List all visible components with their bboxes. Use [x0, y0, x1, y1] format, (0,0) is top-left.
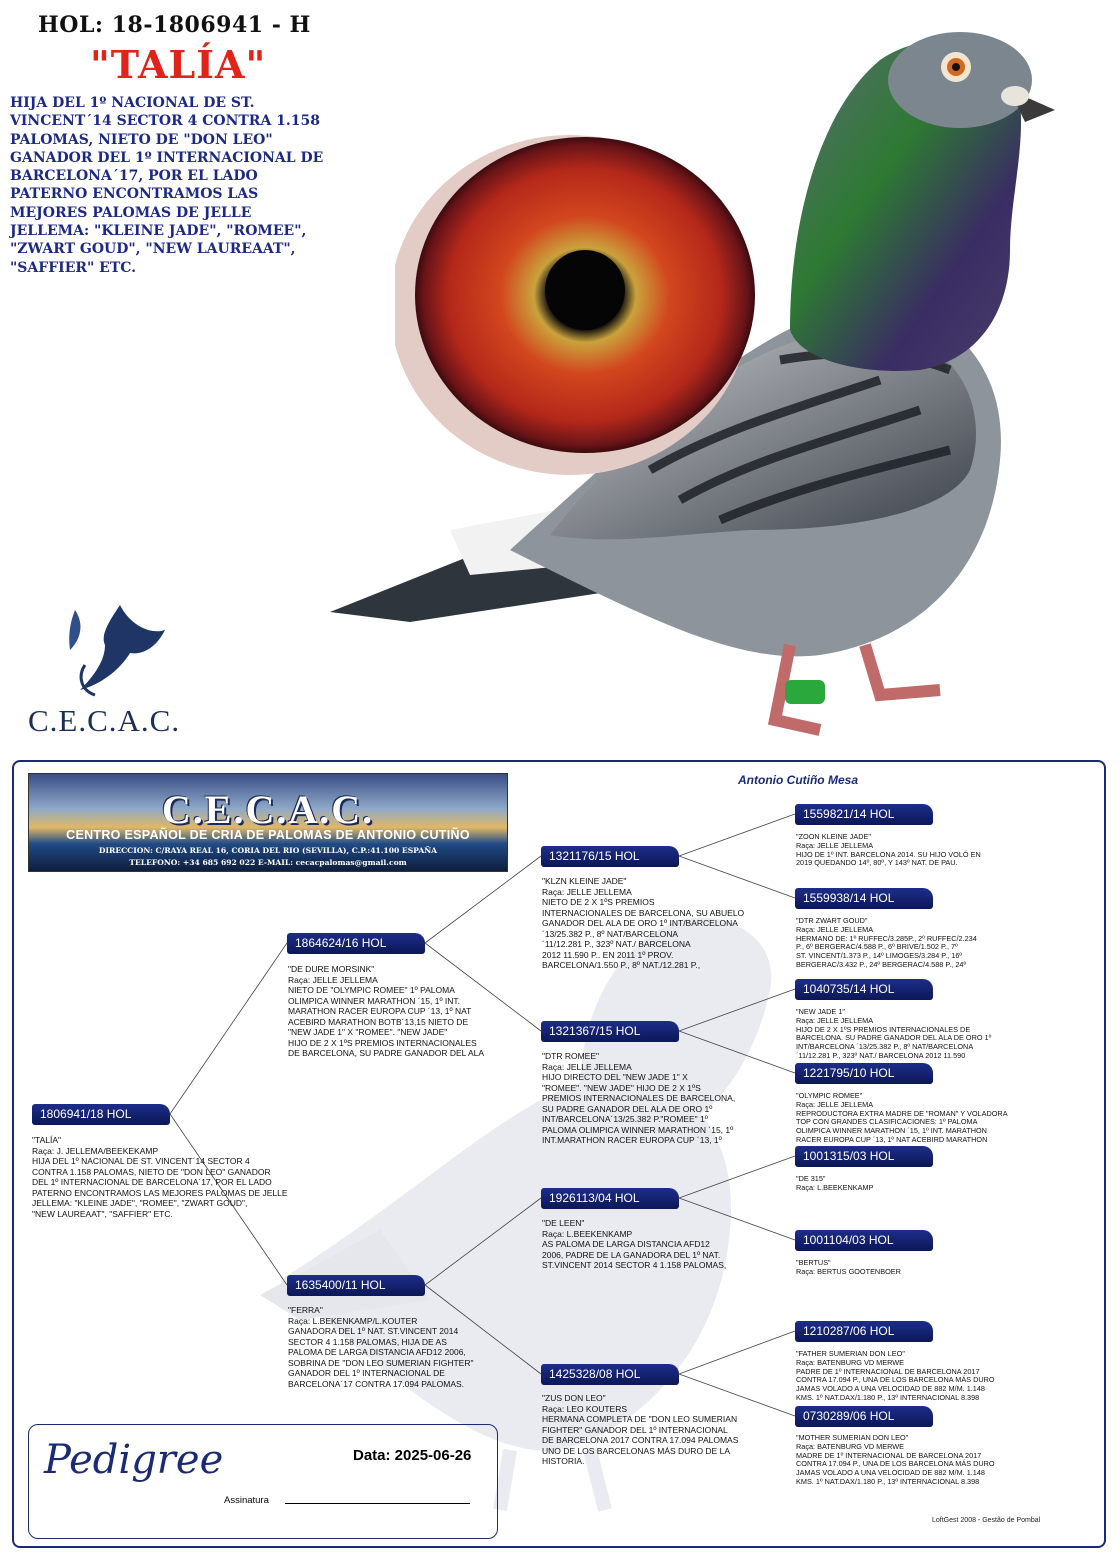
grandparent-info: "KLZN KLEINE JADE" Raça: JELLE JELLEMA NIETO DE 2 X 1ºS PREMIOS INTERNACIONALES DE BARCELONA, SU ABUELO GANADOR DEL ALA DE ORO 1º INT/BARCELONA ´13/25.382 P., 8º NAT/BARCELONA ´11/12.281 P., 323º NAT./ BARCELONA 2012 11.590 P.. EN 2011 1º PROV. BARCELONA/1.550 P., 8º NAT./12.281 P., — [542, 876, 745, 970]
grandparent-ring-tag[interactable]: 1321176/15 HOL — [541, 846, 679, 867]
great-grandparent-info: "ZOON KLEINE JADE" Raça: JELLE JELLEMA HIJO DE 1º INT. BARCELONA 2014. SU HIJO VOLÓ EN 2019 QUEDANDO 14º, 80º, Y 143º NAT. DE PAU. — [796, 832, 981, 868]
leg-ring — [785, 680, 825, 704]
great-grandparent-info: "OLYMPIC ROMEE" Raça: JELLE JELLEMA REPRODUCTORA EXTRA MADRE DE "ROMAN" Y VOLADORA TOP CON GRANDES CLASIFICACIONES: 1º PALOMA OLIMPICA WINNER MARATHON ´15, 1º INT. MARATHON RACER EUROPA CUP ´13, 1º NAT ACEBIRD MARATHON — [796, 1091, 1008, 1144]
great-grandparent-info: "NEW JADE 1" Raça: JELLE JELLEMA HIJO DE 2 X 1ºS PREMIOS INTERNACIONALES DE BARCELONA. SU PADRE GANADOR DEL ALA DE ORO 1º INT/BARCELONA ´13/25.382 P., 8º NAT/BARCELONA ´11/12.281 P., 323º NAT./ BARCELONA 2012 11.590 — [796, 1007, 992, 1060]
dam-ring-tag[interactable]: 1635400/11 HOL — [287, 1275, 425, 1296]
grandparent-info: "ZUS DON LEO" Raça: LEO KOUTERS HERMANA COMPLETA DE "DON LEO SUMERIAN FIGHTER" GANADOR DEL 1º INTERNACIONAL DE BARCELONA 2017 CONTRA 17.094 PALOMAS UNO DE LOS BARCELONAS MÁS DURO DE LA HISTORIA. — [542, 1393, 739, 1466]
pedigree-date: Data: 2025-06-26 — [353, 1447, 472, 1464]
grandparent-ring-tag[interactable]: 1926113/04 HOL — [541, 1188, 679, 1209]
owner-name: Antonio Cutiño Mesa — [738, 773, 858, 787]
great-grandparent-info: "DTR ZWART GOUD" Raça: JELLE JELLEMA HERMANO DE: 1º RUFFEC/3.285P., 2º RUFFEC/2.234 P., 6º BERGERAC/4.588 P., 6º BRIVE/1.502 P., 7º ST. VINCENT/1.373 P., 14º LIMOGES/3.284 P., 16º BERGERAC/3.432 P., 24º BERGERAC/4.588 P., 24º — [796, 916, 977, 969]
great-grandparent-ring-tag[interactable]: 1559821/14 HOL — [795, 804, 933, 825]
subject-info: "TALÍA" Raça: J. JELLEMA/BEEKEKAMP HIJA DEL 1º NACIONAL DE ST. VINCENT´14 SECTOR 4 CONTRA 1.158 PALOMAS, NIETO DE "DON LEO" GANADOR DEL 1º INTERNACIONAL DE BARCELONA´17, POR EL LADO PATERNO ENCONTRAMOS LAS MEJORES PALOMAS DE JELLE JELLEMA: "KLEINE JADE", "ROMEE", "ZWART GOUD", "NEW LAUREAAT", "SAFFIER" ETC. — [32, 1135, 288, 1219]
great-grandparent-ring-tag[interactable]: 1559938/14 HOL — [795, 888, 933, 909]
great-grandparent-ring-tag[interactable]: 0730289/06 HOL — [795, 1406, 933, 1427]
great-grandparent-info: "MOTHER SUMERIAN DON LEO" Raça: BATENBURG VD MERWE MADRE DE 1º INTERNACIONAL DE BARCELONA 2017 CONTRA 17.094 P., UNA DE LOS BARCELONA MÁS DURO JAMAS VOLADO A UNA VELOCIDAD DE 882 M/M. 1.148 KMS. 1º NAT.DAX/1.180 P., 13º INTERNACIONAL 8.398 — [796, 1433, 995, 1486]
pedigree-script-title: Pedigree — [44, 1437, 224, 1483]
great-grandparent-info: "BERTUS" Raça: BERTUS GOOTENBOER — [796, 1258, 901, 1276]
poster-description: HIJA DEL 1º NACIONAL DE ST. VINCENT´14 SECTOR 4 CONTRA 1.158 PALOMAS, NIETO DE "DON LEO" GANADOR DEL 1º INTERNACIONAL DE BARCELONA´17, POR EL LADO PATERNO ENCONTRAMOS LAS MEJORES PALOMAS DE JELLE JELLEMA: "KLEINE JADE", "ROMEE", "ZWART GOUD", "NEW LAUREAAT", "SAFFIER" ETC. — [10, 95, 324, 276]
great-grandparent-ring-tag[interactable]: 1001104/03 HOL — [795, 1230, 933, 1251]
grandparent-info: "DE LEEN" Raça: L.BEEKENKAMP AS PALOMA DE LARGA DISTANCIA AFD12 2006, PADRE DE LA GANADORA DEL 1º NAT. ST.VINCENT 2014 SECTOR 4 1.158 PALOMAS, — [542, 1218, 727, 1270]
great-grandparent-ring-tag[interactable]: 1221795/10 HOL — [795, 1063, 933, 1084]
cecac-banner — [28, 773, 508, 872]
sire-ring-tag[interactable]: 1864624/16 HOL — [287, 933, 425, 954]
great-grandparent-ring-tag[interactable]: 1001315/03 HOL — [795, 1146, 933, 1167]
great-grandparent-info: "FATHER SUMERIAN DON LEO" Raça: BATENBURG VD MERWE PADRE DE 1º INTERNACIONAL DE BARCELONA 2017 CONTRA 17.094 P., UNA DE LOS BARCELONA MÁS DURO JAMAS VOLADO A UNA VELOCIDAD DE 882 M/M. 1.148 KMS. 1º NAT.DAX/1.180 P., 13º INTERNACIONAL 8.398 — [796, 1349, 995, 1402]
ring-number-title: HOL: 18-1806941 - H — [38, 12, 311, 38]
great-grandparent-ring-tag[interactable]: 1210287/06 HOL — [795, 1321, 933, 1342]
pigeon-name-title: "TALÍA" — [90, 42, 267, 87]
cecac-logo-icon — [60, 595, 180, 705]
eye-closeup-photo — [395, 130, 795, 490]
dam-info: "FERRA" Raça: L.BEKENKAMP/L.KOUTER GANADORA DEL 1º NAT. ST.VINCENT 2014 SECTOR 4 1.158 PALOMAS, HIJA DE AS PALOMA DE LARGA DISTANCIA AFD12 2006, SOBRINA DE "DON LEO SUMERIAN FIGHTER" GANADOR DEL 1º INTERNACIONAL DE BARCELONA´17 CONTRA 17.094 PALOMAS. — [288, 1305, 474, 1389]
banner-contact: TELEFONO: +34 685 692 022 E-MAIL: cecacpalomas@gmail.com — [129, 858, 407, 867]
great-grandparent-ring-tag[interactable]: 1040735/14 HOL — [795, 979, 933, 1000]
grandparent-ring-tag[interactable]: 1321367/15 HOL — [541, 1021, 679, 1042]
great-grandparent-info: "DE 315" Raça: L.BEEKENKAMP — [796, 1174, 874, 1192]
grandparent-ring-tag[interactable]: 1425328/08 HOL — [541, 1364, 679, 1385]
cecac-logo-text: C.E.C.A.C. — [28, 703, 181, 738]
software-credit: LoftGest 2008 - Gestão de Pombal — [932, 1517, 1041, 1524]
signature-label: Assinatura — [224, 1495, 269, 1506]
banner-address: DIRECCION: C/RAYA REAL 16, CORIA DEL RIO (SEVILLA), C.P.:41.100 ESPAÑA — [98, 846, 438, 855]
banner-subtitle: CENTRO ESPAÑOL DE CRIA DE PALOMAS DE ANTONIO CUTIÑO — [66, 828, 470, 842]
signature-line — [285, 1503, 470, 1504]
subject-ring-tag[interactable]: 1806941/18 HOL — [32, 1104, 170, 1125]
grandparent-info: "DTR ROMEE" Raça: JELLE JELLEMA HIJO DIRECTO DEL "NEW JADE 1" X "ROMEE". "NEW JADE" HIJO DE 2 X 1ºS PREMIOS INTERNACIONALES DE BARCELONA, SU PADRE GANADOR DEL ALA DE ORO 1º INT/BARCELONA´13/25.382 P."ROMEE" 1º PALOMA OLIMPICA WINNER MARATHON ´15, 1º INT.MARATHON RACER EUROPA CUP ´13, 1º — [542, 1051, 736, 1145]
sire-info: "DE DURE MORSINK" Raça: JELLE JELLEMA NIETO DE "OLYMPIC ROMEE" 1º PALOMA OLIMPICA WINNER MARATHON ´15, 1º INT. MARATHON RACER EUROPA CUP ´13, 1º NAT ACEBIRD MARATHON BOTB´13,15 NIETO DE "NEW JADE 1" X "ROMEE". "NEW JADE" HIJO DE 2 X 1ºS PREMIOS INTERNACIONALES DE BARCELONA, SU PADRE GANADOR DEL ALA — [288, 964, 485, 1058]
banner-title: C.E.C.A.C. — [161, 787, 375, 832]
